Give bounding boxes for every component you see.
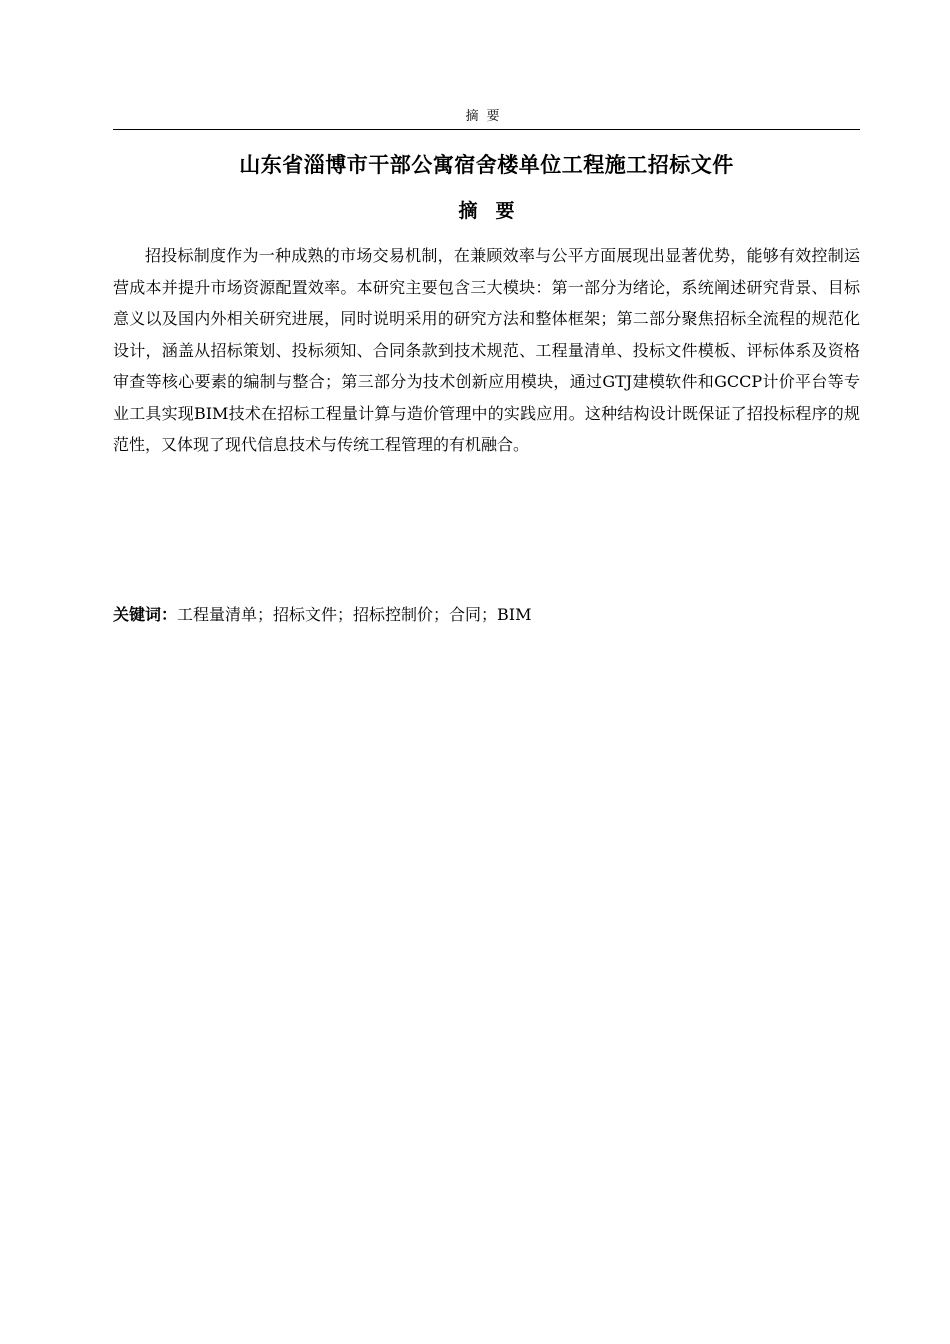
keywords-line: [113, 601, 860, 629]
keywords-value: 工程量清单；招标文件；招标控制价；合同；BIM: [177, 605, 532, 624]
header-rule: [113, 129, 860, 130]
document-title: 山东省淄博市干部公寓宿舍楼单位工程施工招标文件: [239, 153, 734, 177]
keywords-label: 关键词：: [113, 605, 178, 624]
running-header: 摘要: [465, 109, 508, 124]
abstract-heading: 摘要: [458, 200, 533, 222]
abstract-paragraph: 招投标制度作为一种成熟的市场交易机制，在兼顾效率与公平方面展现出显著优势，能够有效控制运营成本并提升市场资源配置效率。本研究主要包含三大模块：第一部分为绪论，系统阐述研究背景、目标意义以及国内外相关研究进展，同时说明采用的研究方法和整体框架；第二部分聚焦招标全流程的规范化设计，涵盖从招标策划、投标须知、合同条款到技术规范、工程量清单、投标文件模板、评标体系及资格审查等核心要素的编制与整合；第三部分为技术创新应用模块，通过GTJ建模软件和GCCP计价平台等专业工具实现BIM技术在招标工程量计算与造价管理中的实践应用。这种结构设计既保证了招投标程序的规范性，又体现了现代信息技术与传统工程管理的有机融合。: [113, 246, 860, 454]
